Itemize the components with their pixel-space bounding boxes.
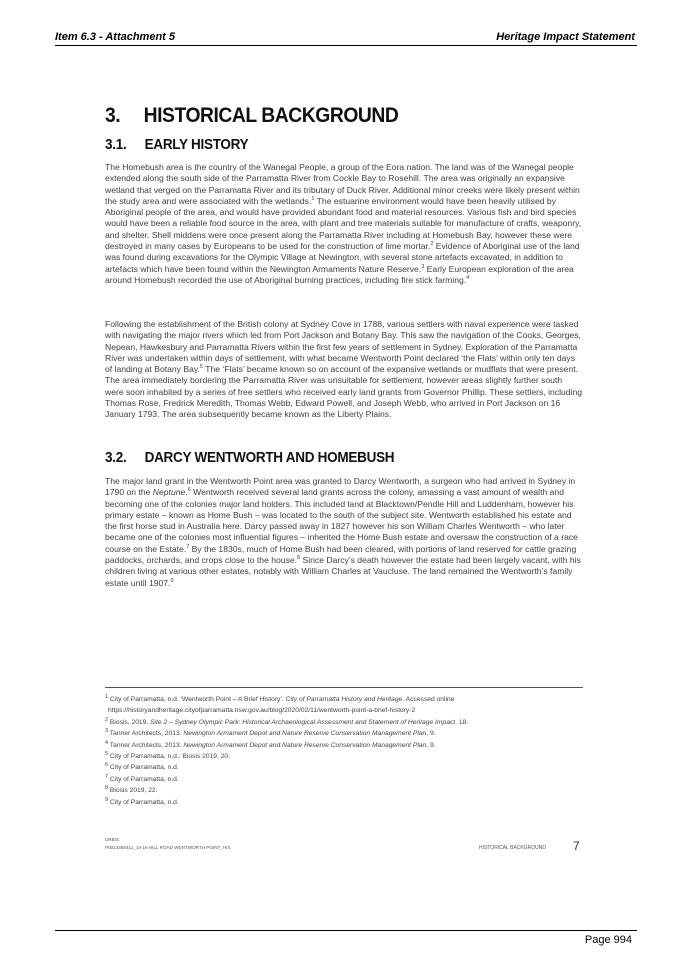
footnote-text: , 9. [426,730,436,738]
footnote-text: Tanner Architects, 2013. [108,741,184,749]
footnote-divider [105,687,583,688]
footnote-text: . Accessed online [402,696,455,703]
footnote-ref: 8 [297,555,301,562]
agenda-header [55,30,637,46]
text-run: Wentworth received several land grants across the colony, amassing a vast amount of wealth and becoming one of the colonies major land holders. This included land at Blacktown/Pendle Hill and Luddenham, however his primary estate – known as Home Bush – was located to the south of the subject site. Wentworth established his estate and the first horse stud in Australia here. Darcy passed away in 1827 however his son William Charles Wentworth – who later became one of the colonies most influential figures – inherited the Home Bush estate and oversaw the construction of a race course on the Estate. [105,487,578,554]
footnote-text: City of Parramatta, n.d.; Biosis 2019, 20. [108,753,230,761]
section-title: HISTORICAL BACKGROUND [143,104,399,127]
company-name: URBIS [105,837,120,842]
footnote-ref: 9 [170,577,174,584]
footnote-number: 3 [105,727,109,734]
subsection-title: DARCY WENTWORTH AND HOMEBUSH [144,449,395,466]
footnote [105,717,583,728]
footnote-ref: 2 [430,241,434,248]
footnote-title: Site 2 – Sydney Olympic Park: Historical Archaeological Assessment and Statement of Heritage Impact [150,718,456,726]
ship-name: Neptune [152,487,186,498]
text-run: Since Darcy’s death however the estate had been largely vacant, with his children living at various other estates, notably with William Charles at Vaucluse. The land remained the Wentworth’s family estate until 1907. [105,555,581,588]
footnote [105,694,583,705]
footnote-ref: 3 [421,263,425,270]
report-footer [105,836,231,852]
subsection-heading-darcy-wentworth [105,449,394,466]
footnote [105,797,583,808]
footnote-number: 5 [105,750,109,757]
text-run: The major land grant in the Wentworth Point area was granted to Darcy Wentworth, a surgeon who had arrived in Sydney in 1790 on the [105,476,576,498]
footnote-number: 9 [105,796,109,803]
footnote-title: Newington Armament Depot and Nature Reserve Conservation Management Plan [183,730,427,738]
paragraph-early-history-2 [105,319,583,421]
footnote-ref: 5 [199,364,203,371]
footnote-text: City of Parramatta, n.d. [108,775,179,783]
text-run: The ‘Flats’ became known so on account of the expansive wetlands or mudflats that were present. The area immediately bordering the Parramatta River was unsuitable for settlement, however areas slightly further south were soon inhabited by a series of free settlers who received early land grants from Governor Phillip. These settlers, including Thomas Rose, Fredrick Meredith, Thomas Webb, Edward Powell, and Joseph Webb, who arrived in Port Jackson on 16 January 1793. The area subsequently became known as the Liberty Plains. [105,364,583,420]
text-run: The Homebush area is the country of the Wanegal People, a group of the Eora nation. The land was of the Wanegal people extended along the south side of the Parramatta River from Cockle Bay to Rosehill. The area was originally an expansive wetland that verged on the Parramatta River and its tributary of Duck River. Additional minor creeks were likely present within the study area and were associated with the wetlands. [105,162,580,206]
footnote-number: 7 [105,773,109,780]
document-id: P0014356411_14-16 HILL ROAD WENTWORTH POINT_HIS [105,845,231,850]
footer-section-name: HISTORICAL BACKGROUND [479,845,546,851]
attachment-label: Item 6.3 - Attachment 5 [55,31,176,43]
text-run: Early European exploration of the area around Homebush recorded the use of Aboriginal burning practices, including fire stick farming. [105,263,574,285]
footnote-number: 1 [105,693,109,700]
footnote-text: City of Parramatta, n.d. [108,798,179,806]
report-page-number: 7 [573,839,580,853]
subsection-heading-early-history [105,136,248,153]
footer-divider [55,930,637,931]
footnote-ref: 4 [466,275,470,282]
footnote-text: City of Parramatta, n.d. [108,764,179,772]
agenda-page-number: Page 994 [584,934,632,946]
footnote [105,728,583,739]
text-run: Following the establishment of the British colony at Sydney Cove in 1788, various settlers with naval experience were tasked with navigating the major rivers which led from Port Jackson and Botany Bay. This saw the navigation of the Cooks, Georges, Nepean, Hawkesbury and Parramatta Rivers within the first few years of settlement in Sydney. Exploration of the Parramatta River was undertaken within days of settlement, with what became Wentworth Point declared ‘the Flats’ within only ten days of landing at Botany Bay. [105,319,581,375]
footnote-text: Biosis, 2019. [108,718,151,726]
footnote-text: City of Parramatta, n.d. ‘Wentworth Point – A Brief History’. [108,696,286,703]
footnote-ref: 6 [187,487,191,494]
footnote-number: 2 [105,716,109,723]
footnote-title: Newington Armament Depot and Nature Reserve Conservation Management Plan [183,741,427,749]
footnote-text: , 9. [426,741,436,749]
footnote [105,762,583,773]
text-run: The estuarine environment would have been heavily utilised by Aboriginal people of the area, and would have provided abundant food and material resources. Various fish and bird species would have been a reliable food source in the area, with plant and tree materials suitable for manufacture of crafts, weaponry, and shelter. Shell middens were once present along the Parramatta River including at Homebush Bay, however these were destroyed in many cases by Europeans to be used for the construction of lime mortar. [105,195,582,252]
footnotes [105,694,583,808]
footnote-text: , 18. [455,718,469,726]
footnote-ref: 7 [186,543,190,550]
footnote-url[interactable]: https://historyandheritage.cityofparramatta.nsw.gov.au/blog/2020/02/11/wentworth-point-a-brief-history-2 [108,707,416,715]
paragraph-early-history-1 [105,162,583,286]
footnote [105,774,583,785]
subsection-title: EARLY HISTORY [144,136,249,153]
text-run: By the 1830s, much of Home Bush had been cleared, with portions of land reserved for cattle grazing paddocks, orchards, and crops close to the house. [105,543,577,566]
footnote [105,740,583,751]
footnote [105,751,583,762]
footnote-text: Tanner Architects, 2013. [108,730,184,738]
footnote-number: 8 [105,785,109,792]
footnote-number: 6 [105,762,109,769]
text-run: Evidence of Aboriginal use of the land was found during excavations for the Olympic Village at Newington, with several stone artefacts excavated, in addition to artefacts which have been found within the Newington Armaments Nature Reserve. [105,241,580,274]
footnote-ref: 1 [311,196,315,203]
footnote-number: 4 [105,739,109,746]
text-run: . [185,487,188,498]
subsection-number: 3.1. [105,136,127,153]
subsection-number: 3.2. [105,449,127,466]
footnote [105,785,583,796]
document-title: Heritage Impact Statement [496,31,635,43]
paragraph-darcy-wentworth [105,476,583,589]
section-number: 3. [105,104,121,127]
footnote-text: Biosis 2019, 22. [108,787,158,795]
section-heading [105,104,398,128]
footnote-title: City of Parramatta History and Heritage [285,696,403,703]
